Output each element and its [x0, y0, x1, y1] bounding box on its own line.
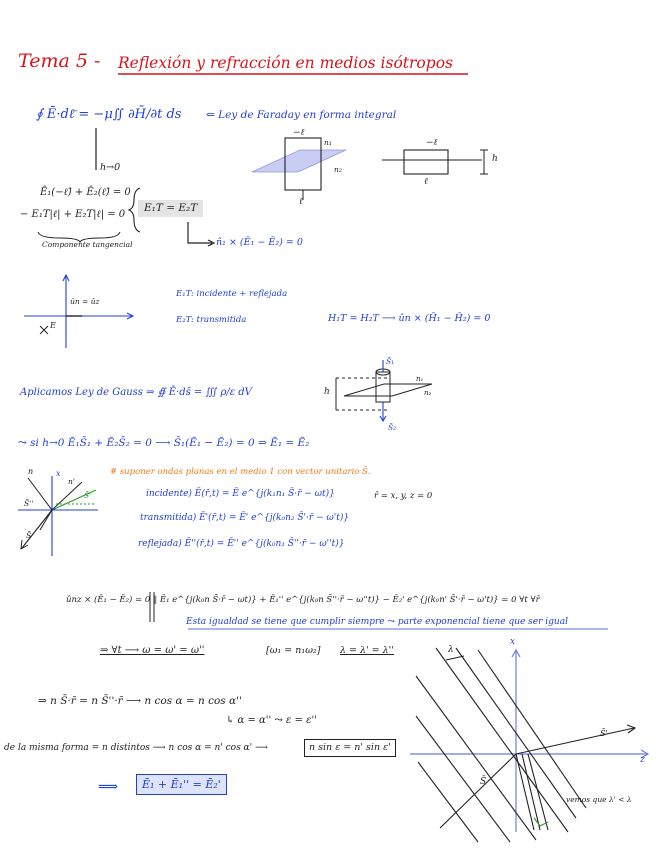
wave-transmitida: transmitida) Ē'(r̄,t) = Ē' e^{j(k₀n₂ S̄'·r̄ − ω't)} [140, 513, 350, 523]
faraday-label: ⇐ Ley de Faraday en forma integral [206, 109, 397, 121]
gauss-law: Aplicamos Ley de Gauss ⇒ ∯ Ē·ds̄ = ∭ ρ/ε dV [20, 387, 252, 398]
page-title: Reflexión y refracción en medios isótropos [118, 54, 453, 72]
rect-h: h [492, 154, 498, 164]
snell-line2: ↳ α = α'' ⤳ ε = ε'' [226, 715, 318, 726]
diag-s-prime: S̄' [600, 729, 608, 738]
wave-incidente: incidente) Ē(r̄,t) = Ē e^{j(k₁n₁ S̄·r̄ − ωt)} [146, 489, 335, 499]
wave-diag-s: S̄ [26, 531, 32, 540]
wave-diag-n: n [28, 467, 34, 476]
rect-minus-l: −ℓ [426, 138, 438, 148]
coords-note: r̄ = x, y, z = 0 [374, 491, 433, 501]
e-label: E [50, 321, 56, 330]
snell-line1: ⇒ n S̄·r̄ = n S̄''·r̄ ⟶ n cos α = n cos α'' [38, 695, 242, 707]
sketch-n1: n₁ [324, 138, 332, 147]
title-prefix: Tema 5 - [18, 50, 101, 72]
wave-reflejada: reflejada) Ē''(r̄,t) = Ē'' e^{j(k₀n₁ S̄''·r̄ − ω''t)} [138, 539, 345, 549]
boundary-note: Esta igualdad se tiene que cumplir siempre ⤳ parte exponencial tiene que ser igual [186, 617, 568, 627]
wave-diag-n-prime: n' [68, 477, 75, 486]
diag-x: x [510, 637, 516, 647]
lambda-equal: λ = λ' = λ'' [340, 645, 394, 656]
diag-lambda: λ [448, 645, 454, 655]
field-sum-box: Ē₁ + Ē₁'' = Ē₂' [136, 774, 227, 795]
gauss-n2: n₂ [424, 389, 432, 397]
gauss-plane [344, 384, 432, 396]
rect-l: ℓ [424, 177, 428, 187]
faraday-line1: Ē₁(−ℓ̂) + Ē₂(ℓ̂) = 0 [40, 187, 131, 198]
wave-diag-s-dprime: S̄'' [24, 499, 34, 508]
faraday-equation: ∮ Ē·dℓ̄ = −μ∬ ∂H̄/∂t ds [36, 107, 182, 122]
sketch-l: ℓ [299, 197, 303, 207]
diag-z: z [640, 755, 645, 765]
sketch-minus-l: −ℓ [293, 128, 305, 138]
faraday-line2: − E₁T|ℓ| + E₂T|ℓ| = 0 [20, 209, 126, 220]
sketch-n2: n₂ [334, 165, 342, 174]
gauss-h: h [324, 387, 330, 397]
wave-diag-s-prime: S̄' [84, 491, 92, 500]
freq-box: [ω₁ = n₁ω₂] [266, 645, 321, 656]
plane-sketch [252, 150, 346, 172]
normal-component: ⤳ si h→0 Ē₁S̄₁ + Ē₂S̄₂ = 0 ⟶ S̄₁(Ē₁ − Ē₂) = 0 ⇒ Ē₁ = Ē₂ [18, 437, 310, 449]
un-label: ûn = ûz [70, 297, 100, 306]
faraday-cross: n̂₁ × (Ē₁ − Ē₂) = 0 [216, 237, 303, 248]
gauss-cylinder [376, 372, 390, 402]
loop-rect [404, 150, 448, 174]
h-continuity: H₁T = H₂T ⟶ ûn × (H̄₁ − H̄₂) = 0 [328, 313, 491, 324]
tangential-label: Componente tangencial [42, 240, 133, 249]
boxed-tangential: E₁T = E₂T [138, 200, 203, 217]
snell-arrow: ⟹ [98, 779, 119, 795]
note-incidente: E₁T: incidente + reflejada [176, 289, 288, 299]
plane-wave-note: # suponer ondas planas en el medio 1 con vector unitario S̄. [110, 467, 371, 477]
freq-equal: ⇒ ∀t ⟶ ω = ω' = ω'' [100, 645, 205, 656]
note-transmitida: E₂T: transmitida [176, 315, 247, 325]
snell-law-box: n sin ε = n' sin ε' [304, 739, 396, 757]
gauss-n1: n₁ [416, 375, 424, 383]
diag-note: vemos que λ' < λ [566, 795, 632, 804]
diag-s: S̄ [480, 777, 487, 787]
snell-line3: de la misma forma = n distintos ⟶ n cos α = n' cos α' ⟶ [4, 743, 268, 753]
wave-diag-x: x [56, 469, 61, 478]
gauss-s2: S̄₂ [388, 423, 397, 432]
h-zero: h→0 [100, 162, 121, 173]
boundary-equation: ûnz × (Ē₁ − Ē₂) = 0 ‖ Ē₁ e^{j(k₀n S̄·r̄ − ωt)} + Ē₁'' e^{j(k₀n S̄''·r̄ − ω''t)} − Ē₂' e^{j(k₀n' S̄'·r̄ − ω't)} = 0 ∀t ∀r̄ [66, 595, 540, 605]
gauss-s1: S̄₁ [386, 357, 395, 366]
